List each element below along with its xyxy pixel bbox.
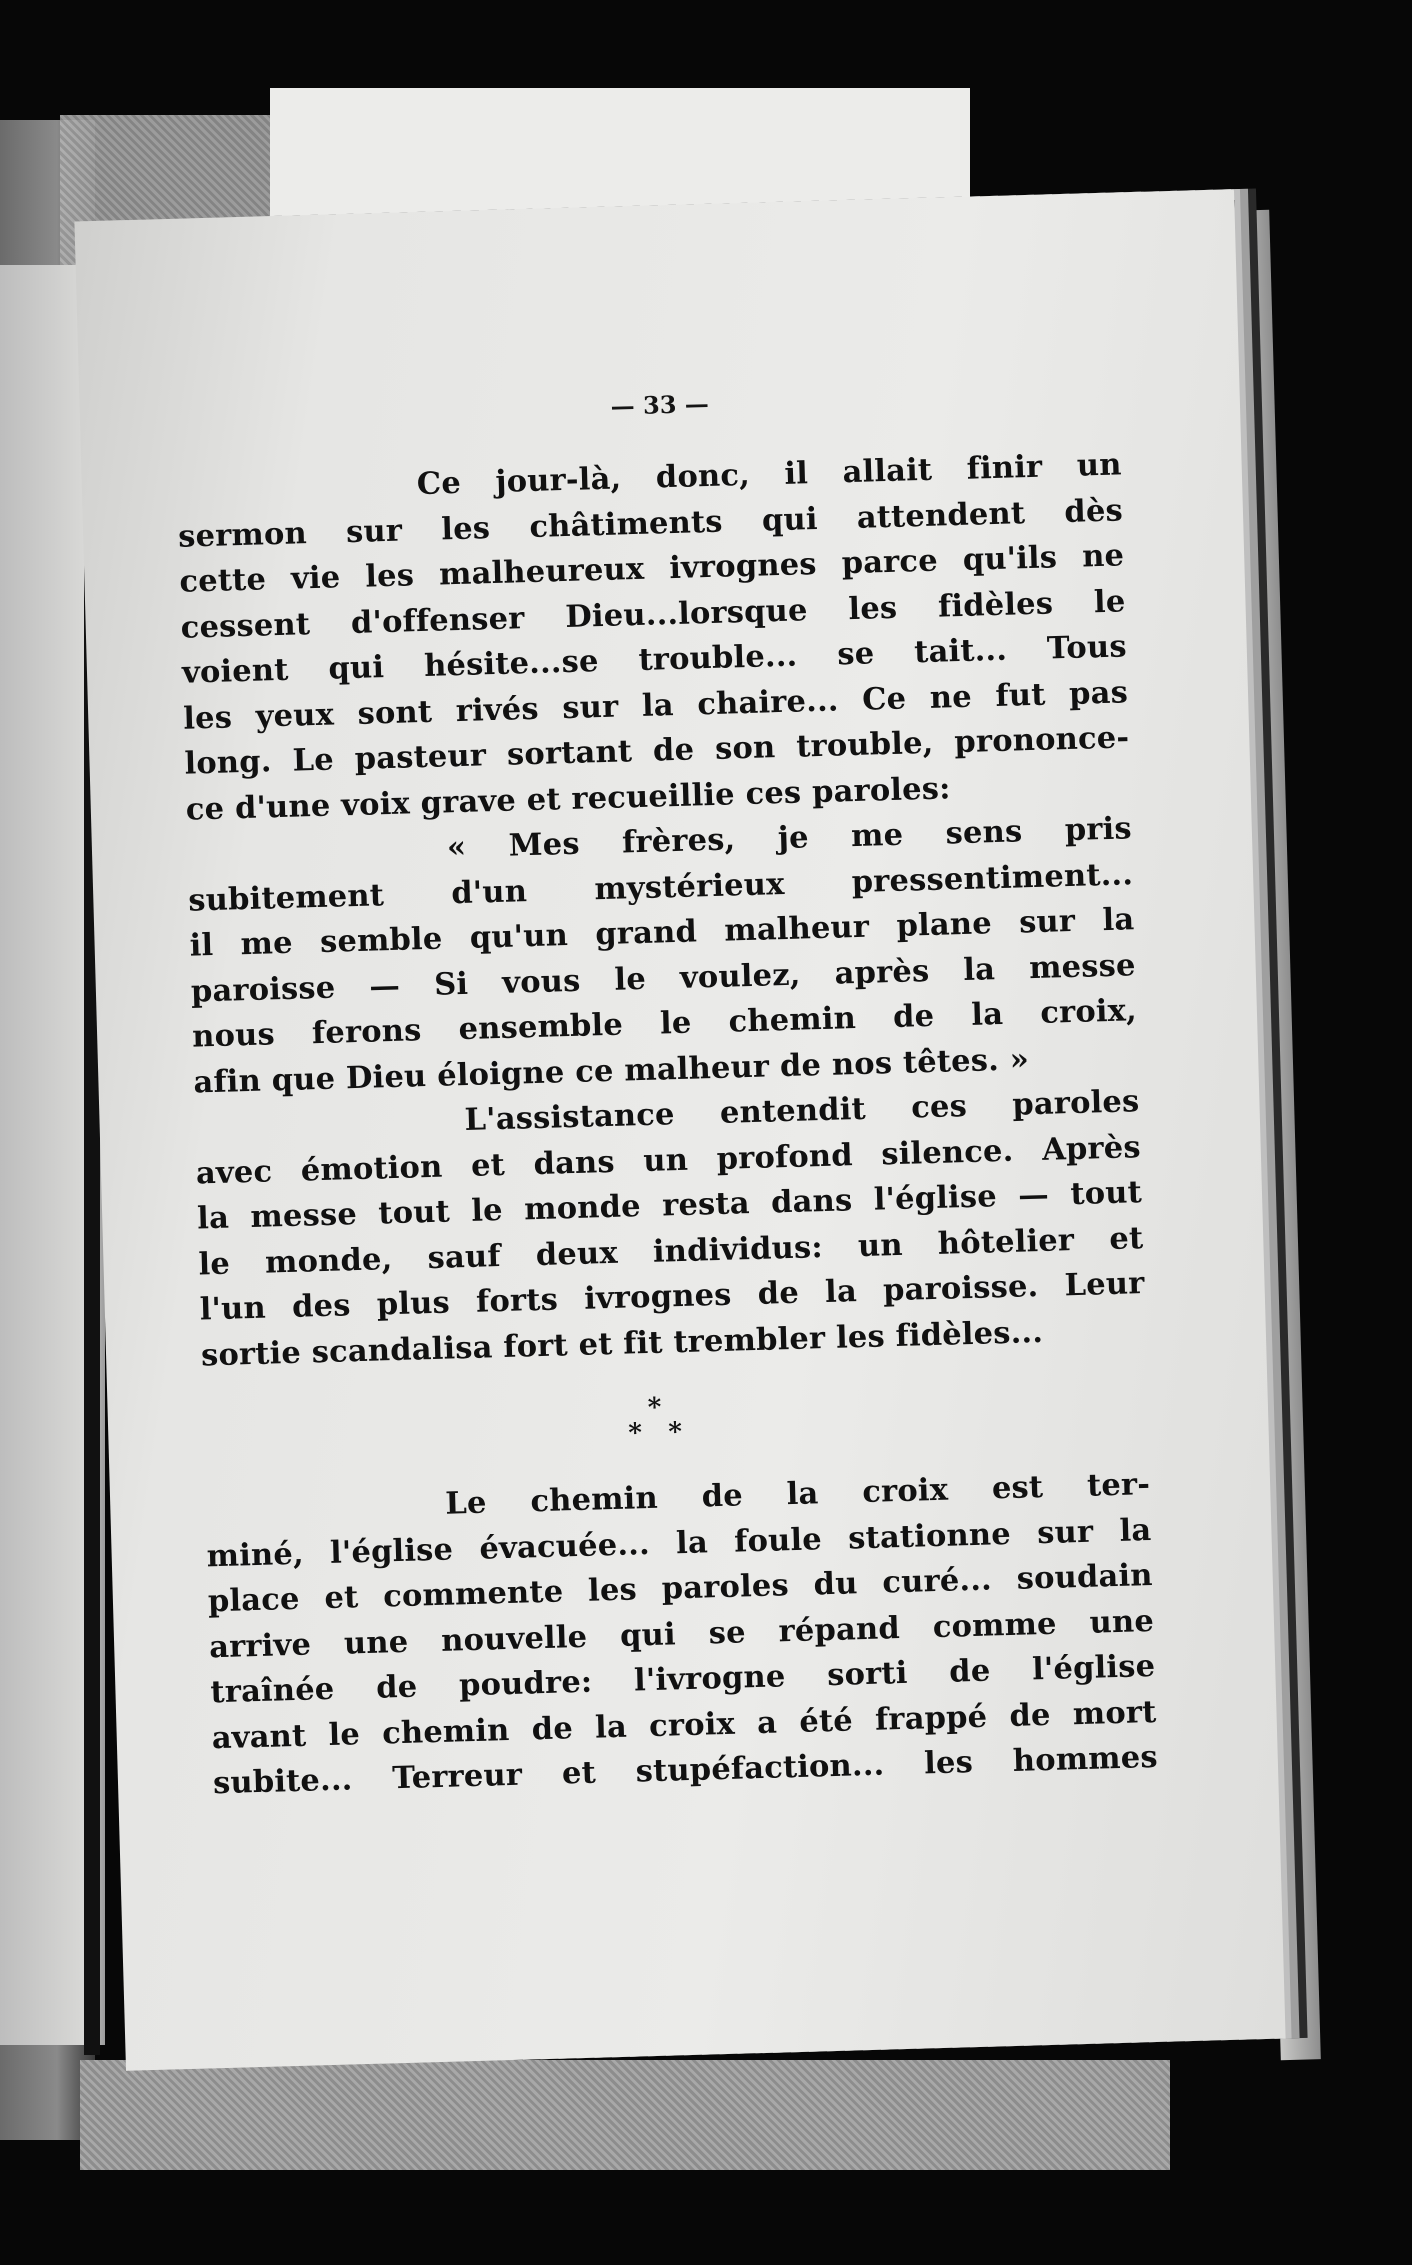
page-number: — 33 — [610, 388, 710, 421]
quote-line: subitement d'un mystérieux pressentiment... [187, 855, 1134, 919]
text-line: subite... Terreur et stupéfaction... les hommes [212, 1738, 1159, 1802]
text-line: avec émotion et dans un profond silence. Après [195, 1128, 1142, 1192]
quote-line: paroisse — Si vous le voulez, après la messe [190, 946, 1137, 1010]
text-line: Le chemin de la croix est ter- [444, 1466, 1151, 1522]
text-line: cessent d'offenser Dieu...lorsque les fidèles le [180, 582, 1126, 646]
page-text [176, 442, 1158, 1806]
asterisk-icon: * [647, 1392, 662, 1424]
text-line: avant le chemin de la croix a été frappé de mort [211, 1693, 1157, 1756]
text-line: traînée de poudre: l'ivrogne sorti de l'église [210, 1647, 1156, 1711]
quote-line: nous ferons ensemble le chemin de la croix, [191, 992, 1138, 1055]
text-line: l'un des plus forts ivrognes de la paroisse. Leur [199, 1265, 1145, 1328]
text-line: ce d'une voix grave et recueillie ces paroles: [185, 769, 952, 828]
text-line: les yeux sont rivés sur la chaire... Ce ne fut pas [182, 673, 1129, 737]
text-line: cette vie les malheureux ivrognes parce qu'ils ne [178, 537, 1125, 600]
text-line: L'assistance entendit ces paroles [464, 1083, 1140, 1139]
text-line: le monde, sauf deux individus: un hôtelier et [198, 1219, 1144, 1282]
text-line: sermon sur les châtiments qui attendent dès [177, 491, 1124, 555]
text-line: long. Le pasteur sortant de son trouble, prononce- [184, 719, 1130, 782]
text-line: arrive une nouvelle qui se répand comme une [208, 1602, 1155, 1665]
text-line: voient qui hésite...se trouble... se tait... Tous [181, 628, 1128, 691]
paragraph-block [205, 1462, 1159, 1807]
quote-line: afin que Dieu éloigne ce malheur de nos têtes. » [192, 1040, 1030, 1101]
text-line: la messe tout le monde resta dans l'église — tout [196, 1174, 1143, 1237]
cloth-binding-bottom [80, 2060, 1170, 2170]
text-line: Ce jour-là, donc, il allait finir un [416, 446, 1123, 503]
quote-line: « Mes frères, je me sens pris [446, 810, 1133, 866]
asterisk-icon: * [628, 1418, 643, 1449]
book-page [74, 189, 1285, 2071]
asterisk-icon: * [668, 1417, 683, 1448]
text-line: miné, l'église évacuée... la foule stationne sur la [206, 1511, 1152, 1574]
text-line: sortie scandalisa fort et fit trembler les fidèles... [200, 1313, 1044, 1373]
text-line: place et commente les paroles du curé... soudain [207, 1556, 1154, 1620]
quote-line: il me semble qu'un grand malheur plane sur la [189, 901, 1135, 964]
